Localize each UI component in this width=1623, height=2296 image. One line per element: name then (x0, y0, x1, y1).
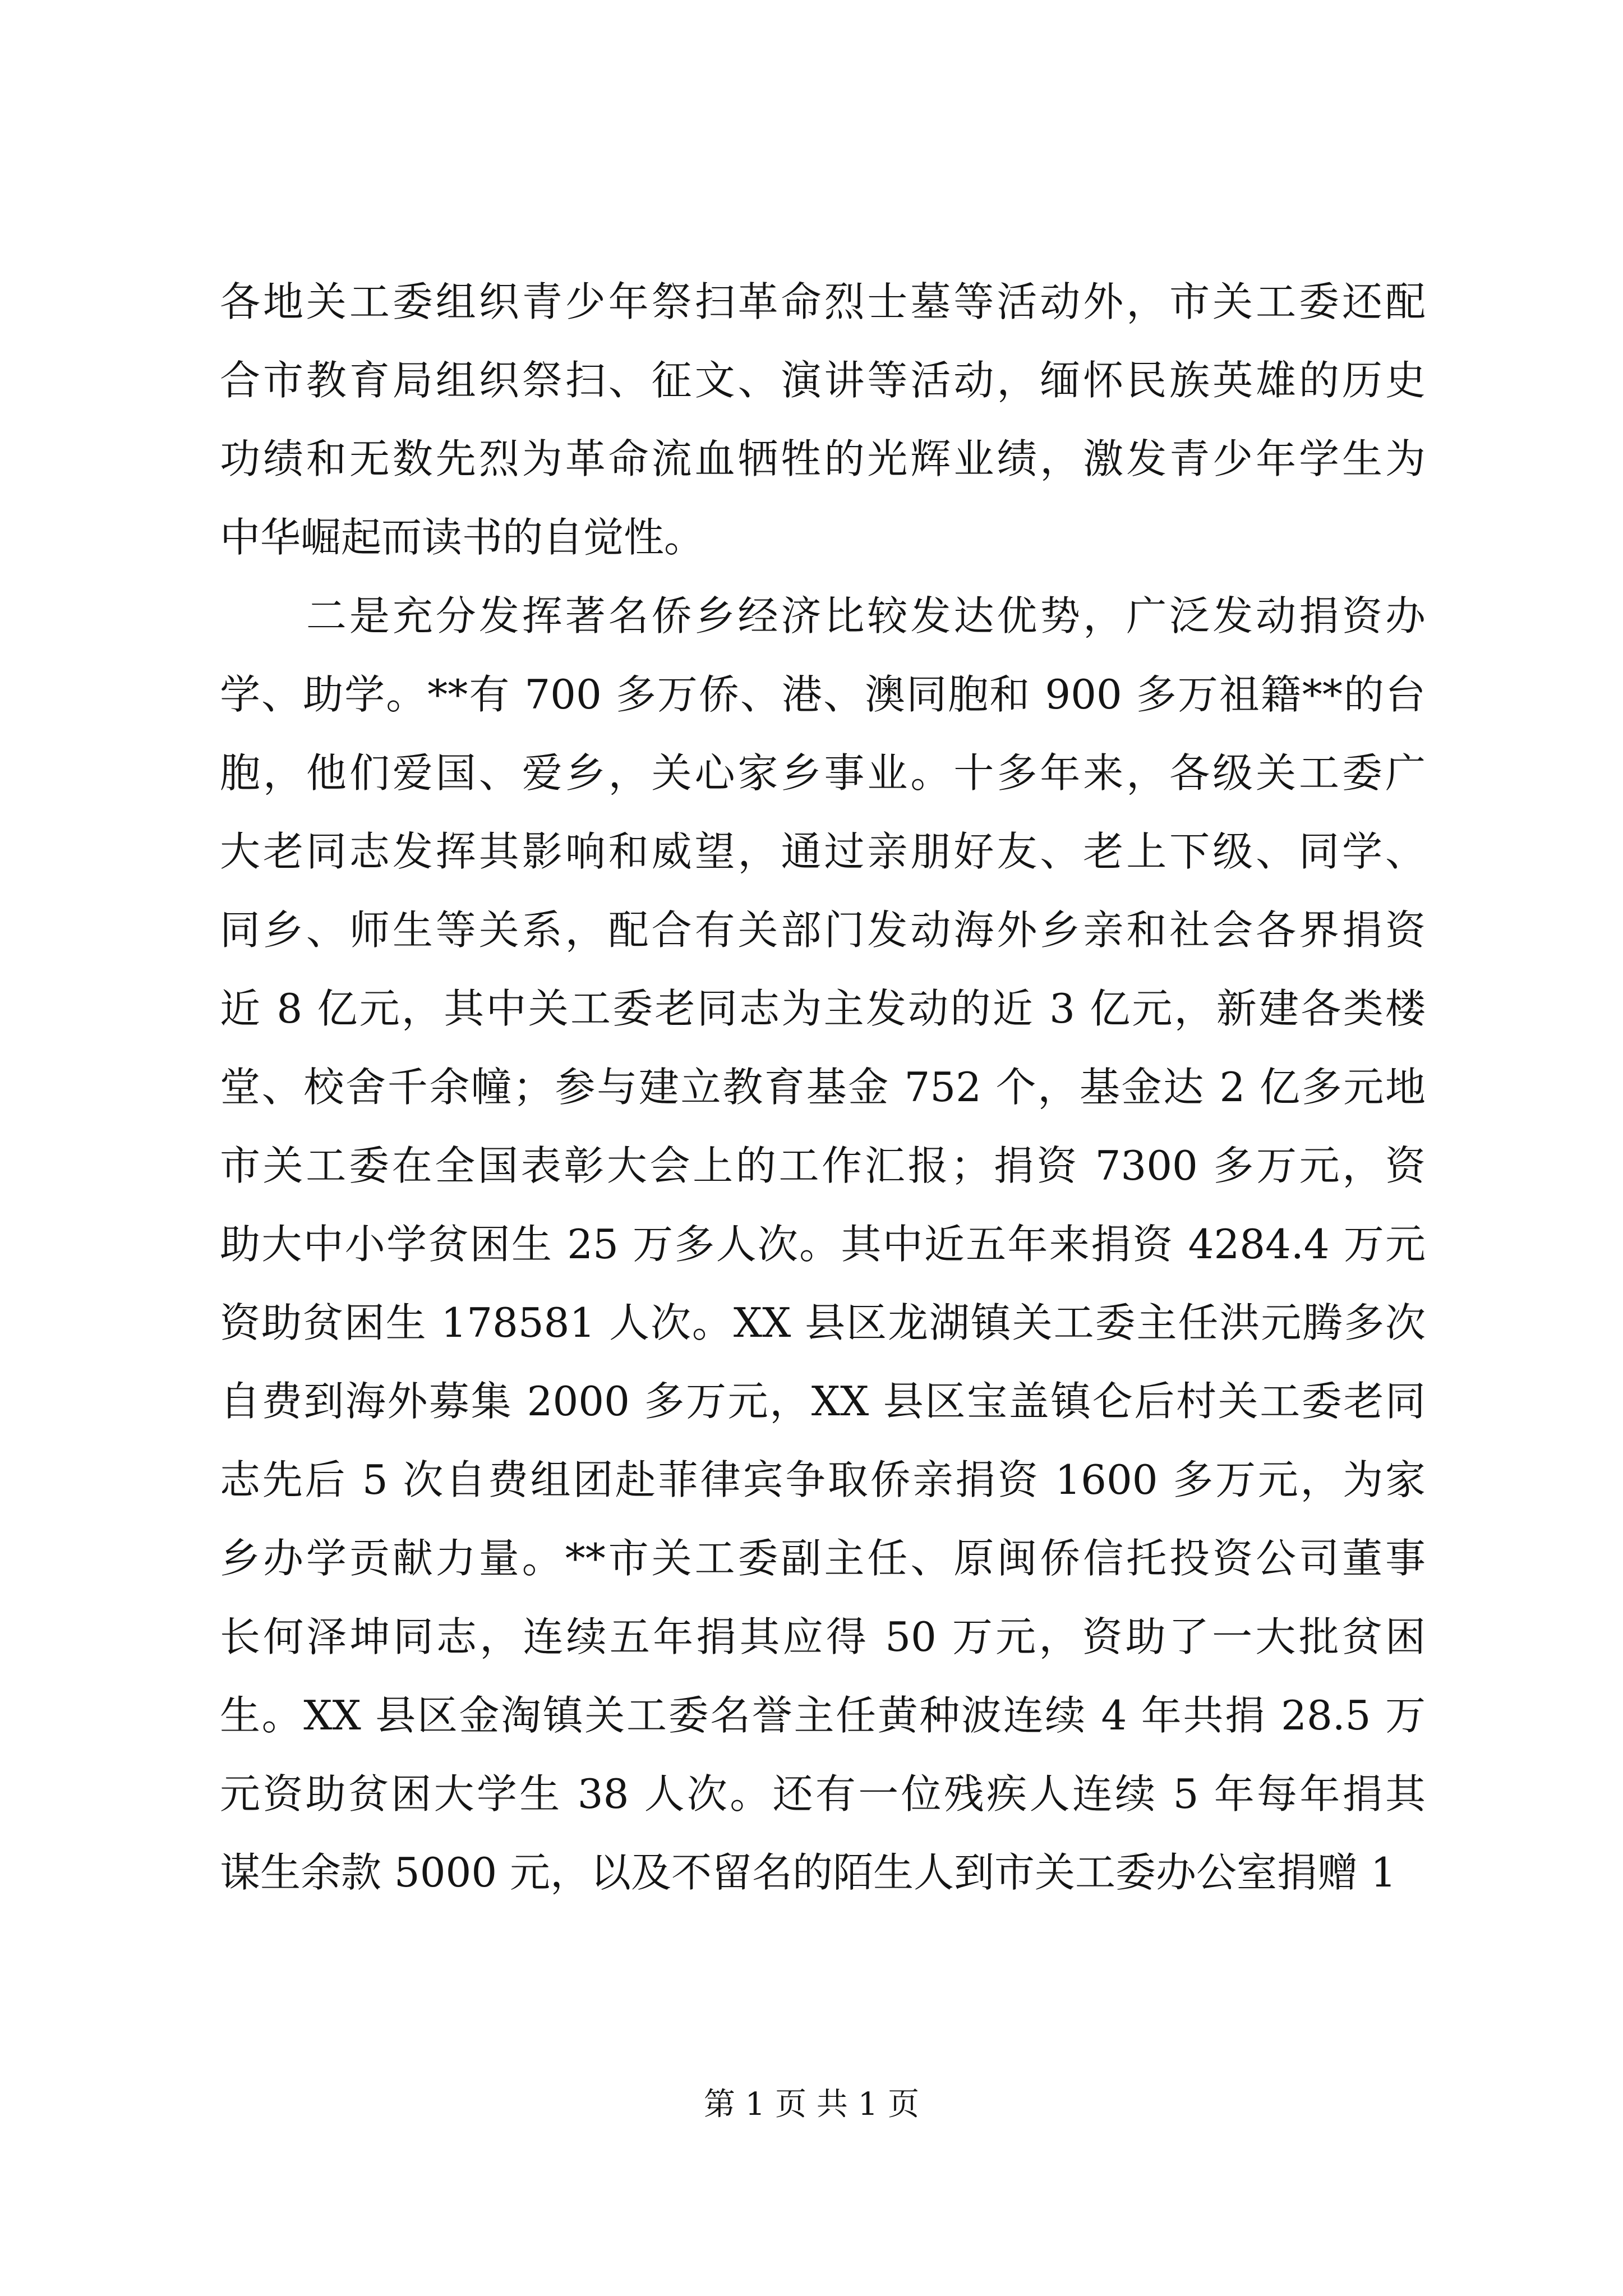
text-line: 学、助学。**有 700 多万侨、港、澳同胞和 900 多万祖籍**的台 (220, 671, 1426, 718)
text-line: 各地关工委组织青少年祭扫革命烈士墓等活动外，市关工委还配 (220, 278, 1426, 325)
text-line: 元资助贫困大学生 38 人次。还有一位残疾人连续 5 年每年捐其 (220, 1770, 1426, 1818)
text-line: 二是充分发挥著名侨乡经济比较发达优势，广泛发动捐资办 (220, 592, 1426, 639)
text-line: 谋生余款 5000 元，以及不留名的陌生人到市关工委办公室捐赠 1 (220, 1849, 1396, 1896)
text-line: 胞，他们爱国、爱乡，关心家乡事业。十多年来，各级关工委广 (220, 749, 1426, 797)
text-line: 同乡、师生等关系，配合有关部门发动海外乡亲和社会各界捐资 (220, 907, 1426, 954)
text-line: 助大中小学贫困生 25 万多人次。其中近五年来捐资 4284.4 万元 (220, 1221, 1426, 1268)
text-line: 乡办学贡献力量。**市关工委副主任、原闽侨信托投资公司董事 (220, 1535, 1426, 1582)
page-footer: 第 1 页 共 1 页 (703, 2086, 920, 2123)
text-line: 长何泽坤同志，连续五年捐其应得 50 万元，资助了一大批贫困 (220, 1613, 1426, 1660)
text-line: 市关工委在全国表彰大会上的工作汇报；捐资 7300 多万元，资 (220, 1142, 1426, 1189)
text-line: 近 8 亿元，其中关工委老同志为主发动的近 3 亿元，新建各类楼 (220, 985, 1426, 1032)
body-text (220, 263, 1426, 1912)
text-line: 大老同志发挥其影响和威望，通过亲朋好友、老上下级、同学、 (220, 828, 1426, 875)
text-line: 自费到海外募集 2000 多万元，XX 县区宝盖镇仑后村关工委老同 (220, 1378, 1426, 1425)
text-line: 资助贫困生 178581 人次。XX 县区龙湖镇关工委主任洪元腾多次 (220, 1299, 1426, 1346)
text-line: 功绩和无数先烈为革命流血牺牲的光辉业绩，激发青少年学生为 (220, 435, 1426, 482)
text-line: 中华崛起而读书的自觉性。 (220, 514, 705, 561)
text-line: 生。XX 县区金淘镇关工委名誉主任黄种波连续 4 年共捐 28.5 万 (220, 1692, 1426, 1739)
text-line: 志先后 5 次自费组团赴菲律宾争取侨亲捐资 1600 多万元，为家 (220, 1456, 1426, 1503)
text-line: 合市教育局组织祭扫、征文、演讲等活动，缅怀民族英雄的历史 (220, 357, 1426, 404)
text-line: 堂、校舍千余幢；参与建立教育基金 752 个，基金达 2 亿多元地 (220, 1064, 1426, 1111)
